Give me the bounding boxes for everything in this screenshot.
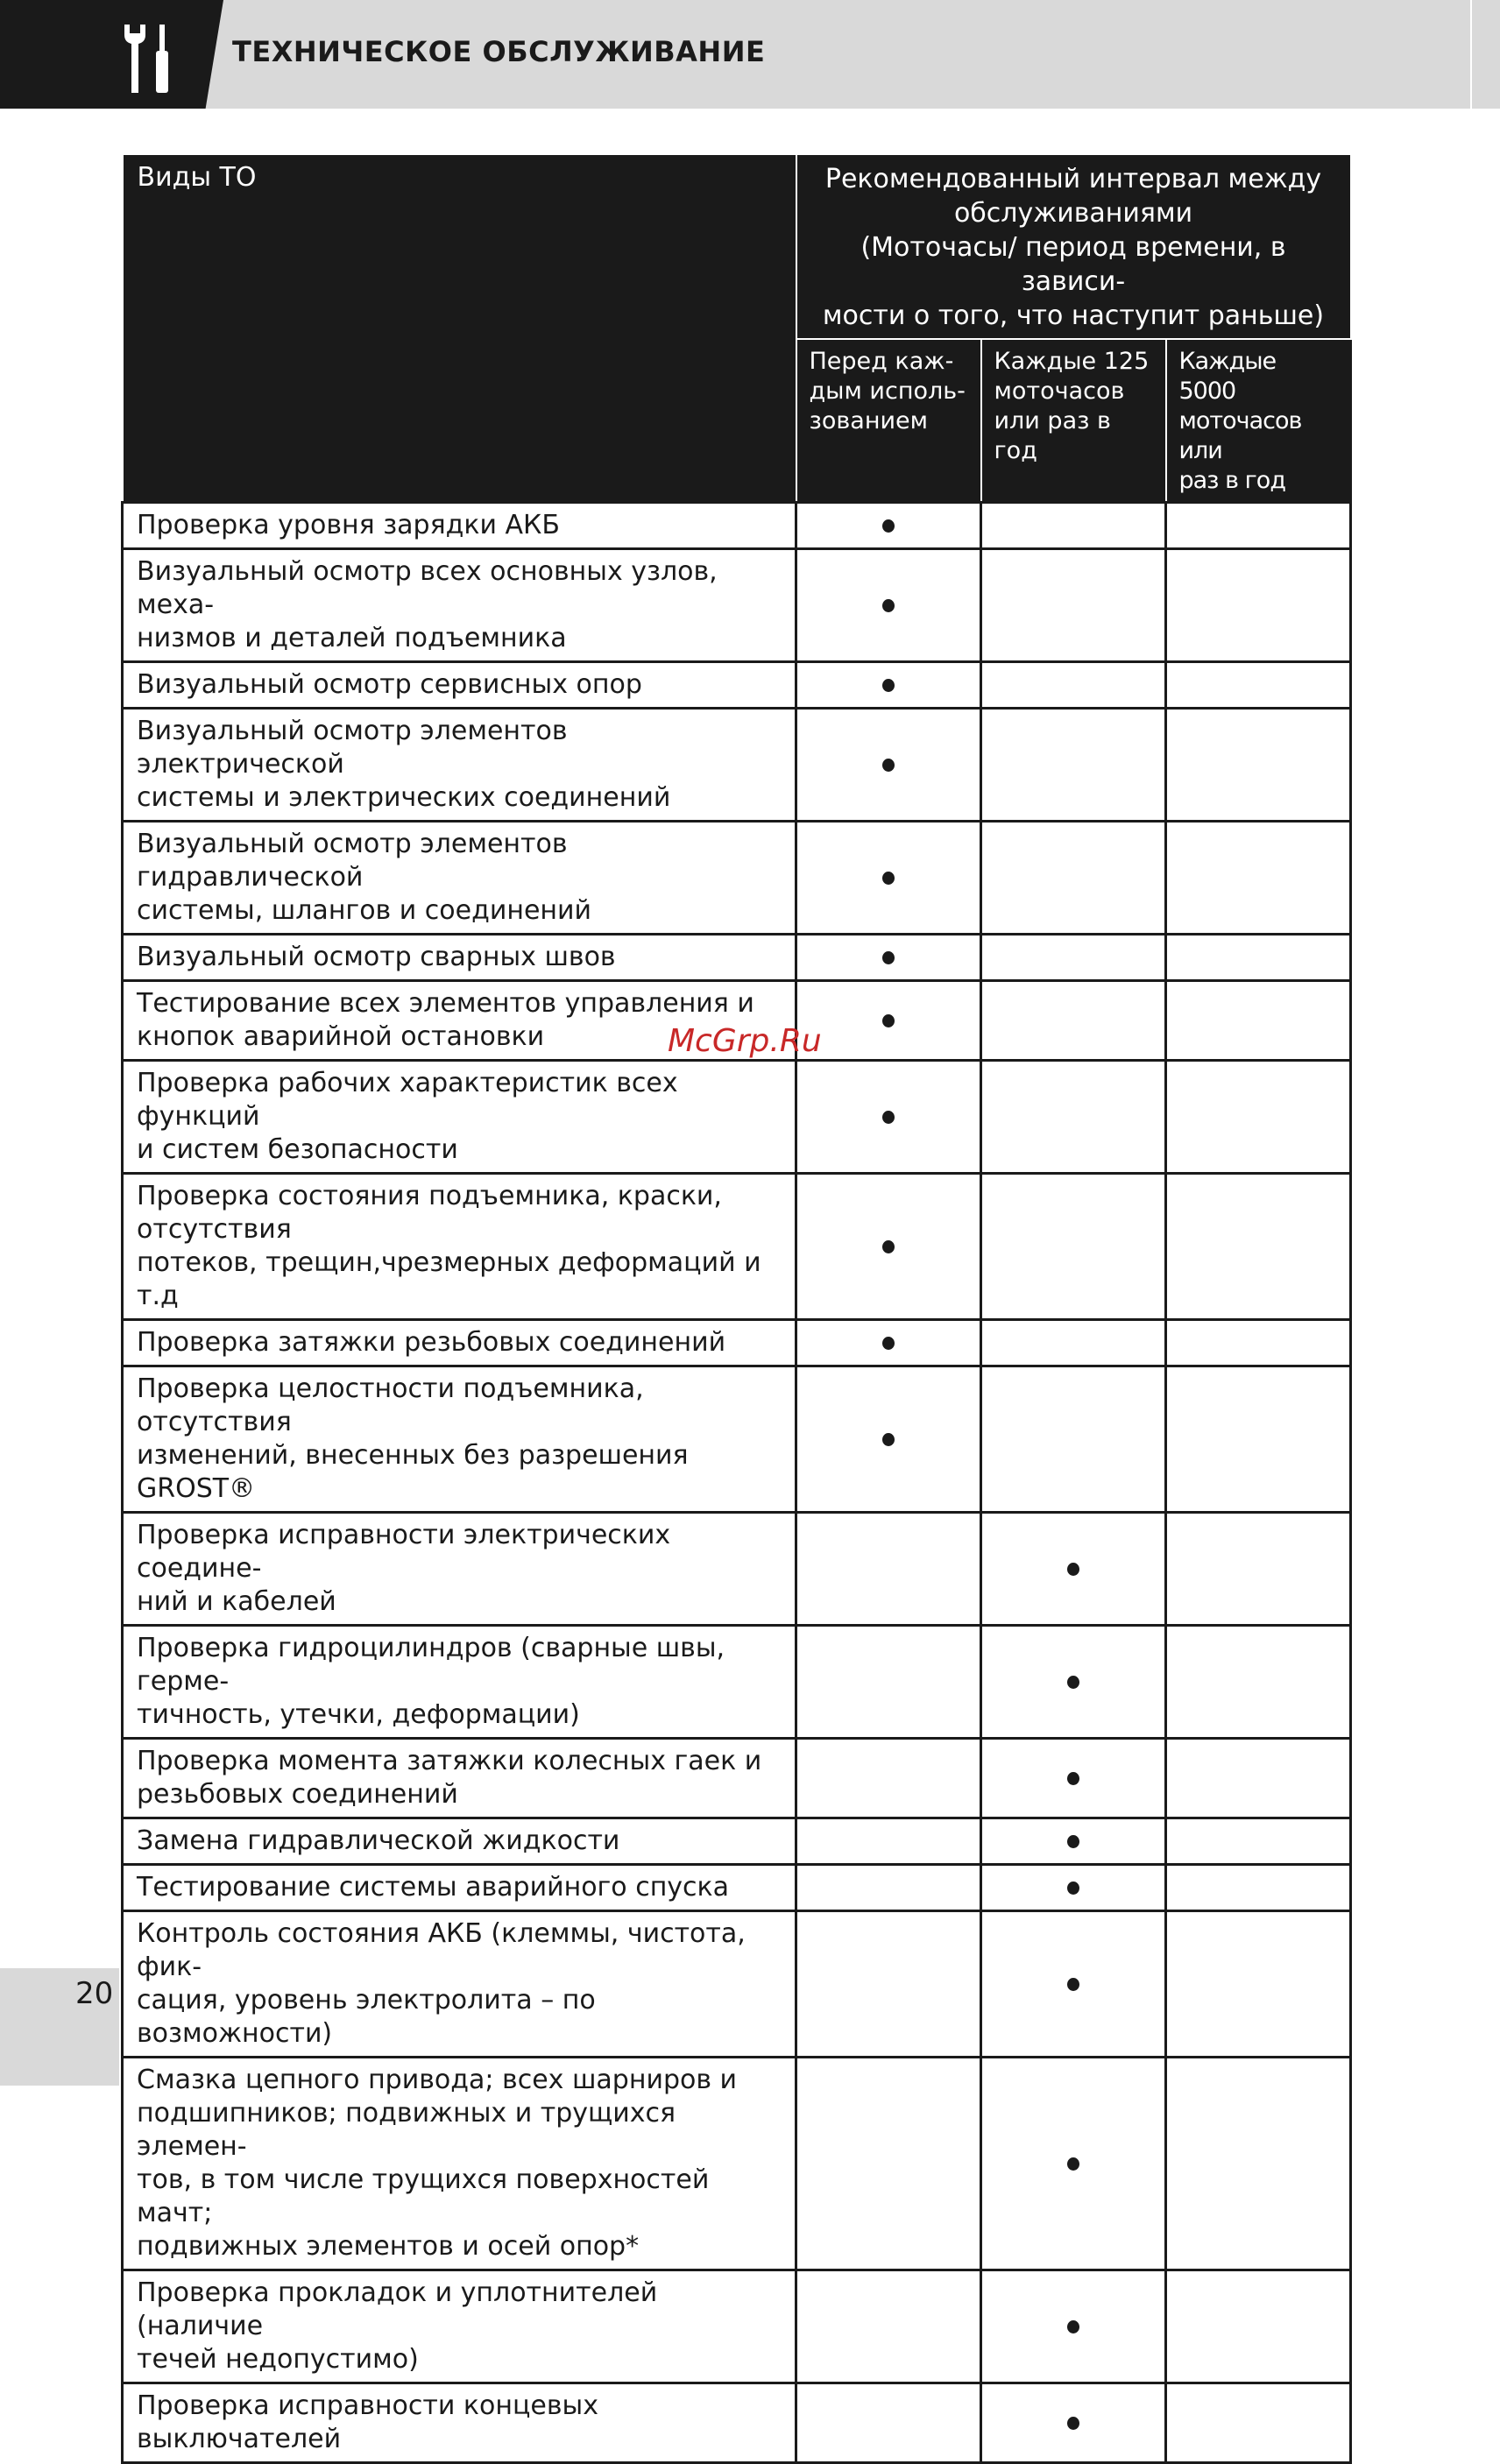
table-row bbox=[123, 662, 1351, 709]
interval-cell bbox=[981, 822, 1166, 935]
interval-cell bbox=[796, 1626, 981, 1739]
row-label-line: изменений, внесенных без разрешения GROST® bbox=[137, 1440, 689, 1504]
interval-cell bbox=[981, 1865, 1166, 1911]
interval-cell bbox=[1166, 981, 1351, 1061]
bullet-mark-icon bbox=[882, 951, 895, 964]
maintenance-table-body bbox=[123, 503, 1351, 2463]
interval-cell bbox=[1166, 2058, 1351, 2270]
table-row bbox=[123, 1911, 1351, 2058]
row-label-line: Визуальный осмотр элементов гидравлической bbox=[137, 829, 568, 893]
interval-cell bbox=[1166, 549, 1351, 662]
table-row bbox=[123, 1174, 1351, 1320]
row-label bbox=[123, 1739, 796, 1818]
interval-cell bbox=[796, 662, 981, 709]
row-label-line: Проверка целостности подъемника, отсутствия bbox=[137, 1373, 644, 1437]
interval-cell bbox=[981, 1818, 1166, 1865]
row-label bbox=[123, 2270, 796, 2383]
bullet-mark-icon bbox=[882, 679, 895, 692]
bullet-mark-icon bbox=[882, 599, 895, 612]
interval-cell bbox=[796, 1911, 981, 2058]
interval-cell bbox=[796, 981, 981, 1061]
bullet-mark-icon bbox=[882, 1337, 895, 1350]
table-row bbox=[123, 935, 1351, 981]
tools-icon bbox=[121, 25, 182, 95]
row-label bbox=[123, 1911, 796, 2058]
table-row bbox=[123, 2058, 1351, 2270]
interval-cell bbox=[981, 1911, 1166, 2058]
interval-cell bbox=[796, 2270, 981, 2383]
interval-cell bbox=[1166, 822, 1351, 935]
row-label-line: Замена гидравлической жидкости bbox=[137, 1825, 620, 1856]
row-label-line: и систем безопасности bbox=[137, 1134, 458, 1165]
interval-cell bbox=[1166, 1865, 1351, 1911]
interval-cell bbox=[796, 2058, 981, 2270]
interval-cell bbox=[981, 2270, 1166, 2383]
table-row bbox=[123, 1865, 1351, 1911]
interval-cell bbox=[796, 1366, 981, 1513]
interval-cell bbox=[1166, 1174, 1351, 1320]
row-label-line: Проверка уровня зарядки АКБ bbox=[137, 510, 560, 540]
interval-cell bbox=[796, 935, 981, 981]
bullet-mark-icon bbox=[1067, 1772, 1079, 1785]
interval-cell bbox=[1166, 2383, 1351, 2463]
row-label bbox=[123, 1366, 796, 1513]
interval-cell bbox=[981, 1513, 1166, 1626]
row-label-line: тов, в том числе трущихся поверхностей мачт; bbox=[137, 2164, 710, 2228]
interval-cell bbox=[1166, 1739, 1351, 1818]
col-header-interval: Рекомендованный интервал между обслуживаниями (Моточасы/ период времени, в зависи- мости о того, что наступит раньше) bbox=[796, 154, 1351, 339]
interval-cell bbox=[796, 1320, 981, 1366]
interval-cell bbox=[1166, 1513, 1351, 1626]
interval-cell bbox=[1166, 503, 1351, 549]
row-label-line: Контроль состояния АКБ (клеммы, чистота, фик- bbox=[137, 1918, 746, 1982]
row-label-line: Проверка рабочих характеристик всех функций bbox=[137, 1068, 678, 1132]
interval-cell bbox=[1166, 1320, 1351, 1366]
interval-cell bbox=[981, 1739, 1166, 1818]
bullet-mark-icon bbox=[1067, 1563, 1079, 1576]
table-row bbox=[123, 1061, 1351, 1174]
table-row bbox=[123, 822, 1351, 935]
table-row bbox=[123, 1366, 1351, 1513]
table-row bbox=[123, 1320, 1351, 1366]
row-label-line: Проверка исправности концевых выключателей bbox=[137, 2390, 598, 2454]
bullet-mark-icon bbox=[882, 1111, 895, 1124]
interval-cell bbox=[796, 709, 981, 822]
interval-cell bbox=[1166, 709, 1351, 822]
interval-cell bbox=[1166, 1818, 1351, 1865]
interval-cell bbox=[1166, 1061, 1351, 1174]
row-label bbox=[123, 503, 796, 549]
row-label bbox=[123, 822, 796, 935]
bullet-mark-icon bbox=[1067, 2320, 1079, 2333]
table-row bbox=[123, 2383, 1351, 2463]
row-label bbox=[123, 2383, 796, 2463]
interval-cell bbox=[796, 549, 981, 662]
interval-cell bbox=[981, 1366, 1166, 1513]
row-label bbox=[123, 2058, 796, 2270]
row-label-line: Визуальный осмотр сварных швов bbox=[137, 942, 616, 972]
bullet-mark-icon bbox=[882, 1014, 895, 1027]
table-row bbox=[123, 709, 1351, 822]
interval-cell bbox=[981, 1174, 1166, 1320]
table-row bbox=[123, 1626, 1351, 1739]
row-label bbox=[123, 1865, 796, 1911]
interval-cell bbox=[1166, 1366, 1351, 1513]
table-row bbox=[123, 1513, 1351, 1626]
interval-cell bbox=[981, 1061, 1166, 1174]
row-label-line: Тестирование всех элементов управления и bbox=[137, 988, 754, 1019]
row-label-line: Проверка затяжки резьбовых соединений bbox=[137, 1327, 726, 1358]
col-header-types: Виды ТО bbox=[123, 154, 796, 503]
header-icon-box bbox=[0, 0, 223, 109]
row-label-line: Проверка гидроцилиндров (сварные швы, герме- bbox=[137, 1633, 725, 1697]
interval-cell bbox=[1166, 662, 1351, 709]
row-label-line: Смазка цепного привода; всех шарниров и bbox=[137, 2065, 738, 2095]
row-label-line: низмов и деталей подъемника bbox=[137, 623, 567, 653]
col-header-before-use: Перед каж- дым исполь- зованием bbox=[796, 339, 981, 503]
bullet-mark-icon bbox=[1067, 2417, 1079, 2430]
bullet-mark-icon bbox=[882, 1240, 895, 1253]
bullet-mark-icon bbox=[882, 1433, 895, 1446]
interval-cell bbox=[981, 981, 1166, 1061]
col-header-125-hours: Каждые 125 моточасов или раз в год bbox=[981, 339, 1166, 503]
page-section-title: ТЕХНИЧЕСКОЕ ОБСЛУЖИВАНИЕ bbox=[232, 35, 766, 68]
row-label-line: системы, шлангов и соединений bbox=[137, 895, 592, 926]
bullet-mark-icon bbox=[1067, 1882, 1079, 1895]
row-label-line: Проверка момента затяжки колесных гаек и bbox=[137, 1746, 762, 1776]
row-label-line: Проверка состояния подъемника, краски, отсутствия bbox=[137, 1181, 722, 1245]
interval-cell bbox=[981, 935, 1166, 981]
interval-cell bbox=[981, 2383, 1166, 2463]
row-label-line: подвижных элементов и осей опор* bbox=[137, 2231, 640, 2262]
row-label bbox=[123, 1513, 796, 1626]
interval-cell bbox=[1166, 1911, 1351, 2058]
page-number: 20 bbox=[75, 1976, 114, 2011]
row-label bbox=[123, 549, 796, 662]
header-divider bbox=[1470, 0, 1472, 109]
interval-cell bbox=[981, 662, 1166, 709]
bullet-mark-icon bbox=[882, 519, 895, 533]
row-label-line: ний и кабелей bbox=[137, 1586, 336, 1617]
row-label-line: Визуальный осмотр всех основных узлов, меха- bbox=[137, 556, 718, 620]
bullet-mark-icon bbox=[1067, 1835, 1079, 1848]
interval-cell bbox=[796, 1818, 981, 1865]
maintenance-table bbox=[121, 153, 1352, 2464]
row-label-line: системы и электрических соединений bbox=[137, 782, 671, 813]
table-row bbox=[123, 1818, 1351, 1865]
interval-cell bbox=[796, 1739, 981, 1818]
row-label-line: Проверка исправности электрических соедине- bbox=[137, 1520, 671, 1584]
row-label-line: кнопок аварийной остановки bbox=[137, 1021, 545, 1052]
interval-cell bbox=[981, 549, 1166, 662]
interval-cell bbox=[981, 503, 1166, 549]
col-header-5000-hours: Каждые 5000 моточасов или раз в год bbox=[1166, 339, 1351, 503]
interval-cell bbox=[796, 503, 981, 549]
row-label bbox=[123, 1320, 796, 1366]
interval-cell bbox=[981, 1320, 1166, 1366]
interval-cell bbox=[981, 1626, 1166, 1739]
table-row bbox=[123, 2270, 1351, 2383]
watermark: McGrp.Ru bbox=[668, 1023, 822, 1059]
table-row bbox=[123, 1739, 1351, 1818]
row-label bbox=[123, 1818, 796, 1865]
row-label-line: подшипников; подвижных и трущихся элемен- bbox=[137, 2098, 676, 2162]
row-label bbox=[123, 1174, 796, 1320]
interval-cell bbox=[796, 2383, 981, 2463]
table-row bbox=[123, 503, 1351, 549]
interval-cell bbox=[981, 2058, 1166, 2270]
interval-cell bbox=[796, 1174, 981, 1320]
interval-cell bbox=[796, 822, 981, 935]
bullet-mark-icon bbox=[1067, 2157, 1079, 2171]
row-label-line: сация, уровень электролита – по возможности) bbox=[137, 1985, 596, 2049]
interval-cell bbox=[796, 1513, 981, 1626]
row-label bbox=[123, 1626, 796, 1739]
interval-cell bbox=[1166, 1626, 1351, 1739]
row-label-line: потеков, трещин,чрезмерных деформаций и т.д bbox=[137, 1247, 761, 1311]
bullet-mark-icon bbox=[1067, 1978, 1079, 1991]
row-label-line: течей недопустимо) bbox=[137, 2344, 419, 2375]
interval-cell bbox=[1166, 935, 1351, 981]
row-label-line: Визуальный осмотр сервисных опор bbox=[137, 669, 642, 700]
interval-cell bbox=[981, 709, 1166, 822]
interval-cell bbox=[796, 1865, 981, 1911]
row-label bbox=[123, 935, 796, 981]
row-label-line: Визуальный осмотр элементов электрической bbox=[137, 716, 568, 780]
row-label-line: Тестирование системы аварийного спуска bbox=[137, 1872, 730, 1903]
bullet-mark-icon bbox=[1067, 1676, 1079, 1689]
interval-cell bbox=[1166, 2270, 1351, 2383]
table-row bbox=[123, 549, 1351, 662]
interval-cell bbox=[796, 1061, 981, 1174]
row-label bbox=[123, 709, 796, 822]
row-label-line: резьбовых соединений bbox=[137, 1779, 458, 1810]
row-label-line: тичность, утечки, деформации) bbox=[137, 1699, 580, 1730]
row-label bbox=[123, 1061, 796, 1174]
row-label bbox=[123, 662, 796, 709]
bullet-mark-icon bbox=[882, 759, 895, 772]
row-label-line: Проверка прокладок и уплотнителей (наличие bbox=[137, 2277, 658, 2341]
bullet-mark-icon bbox=[882, 872, 895, 885]
